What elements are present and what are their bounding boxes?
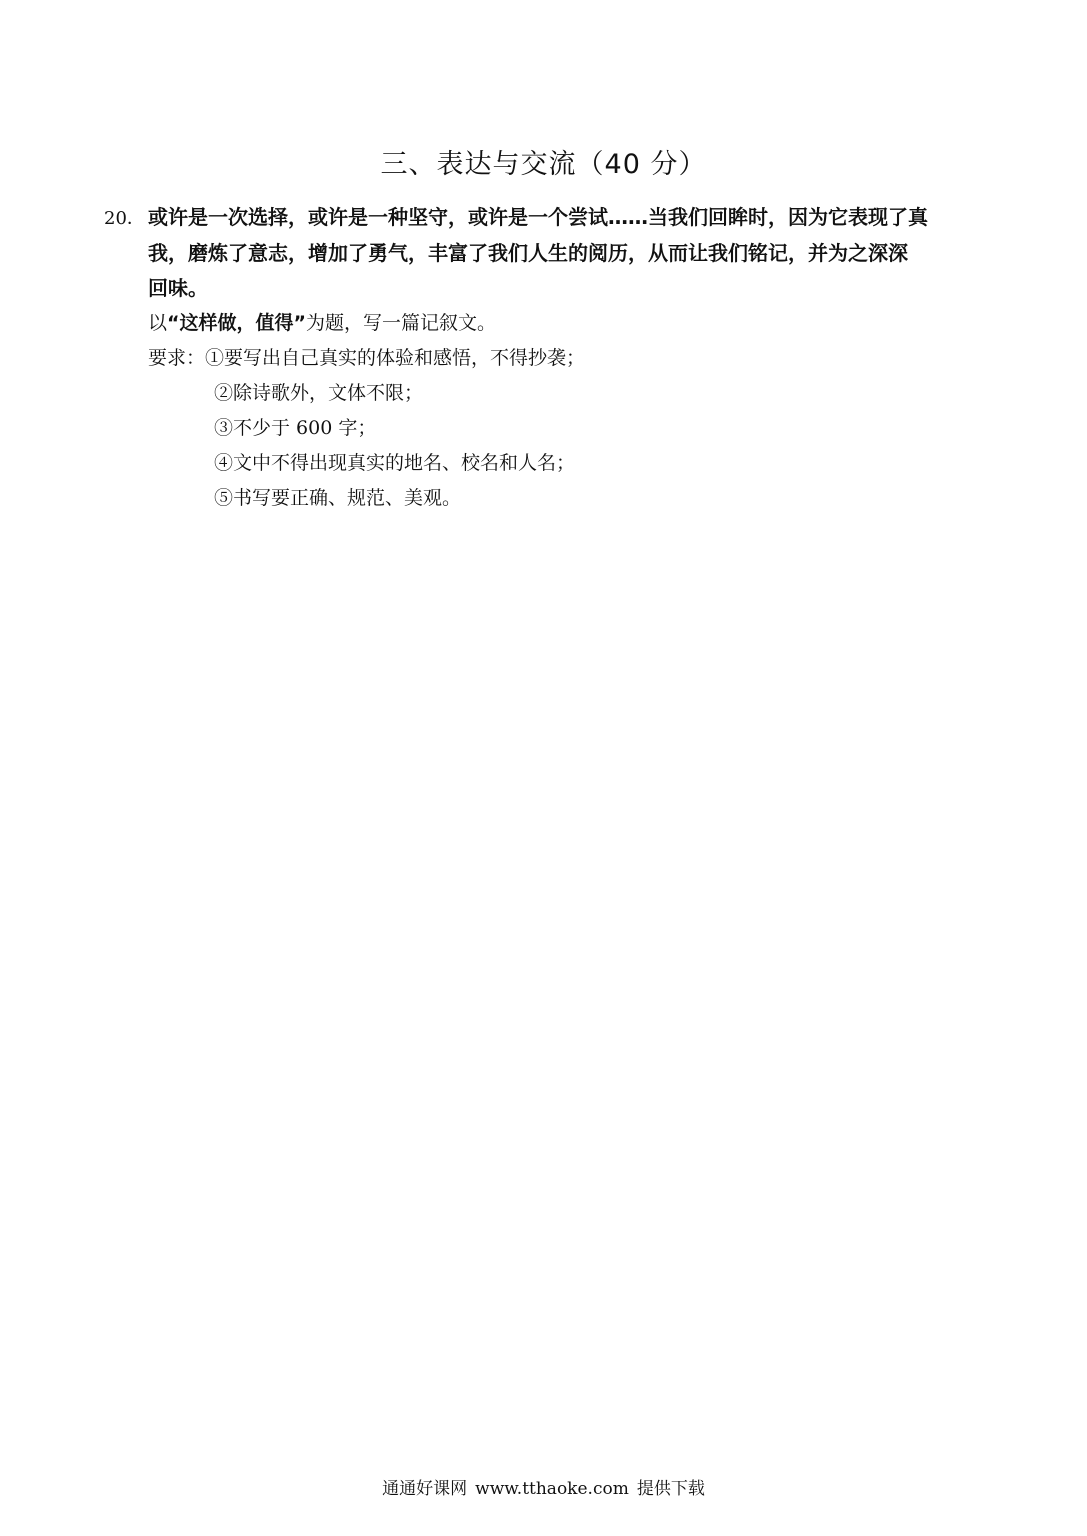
footer-url[interactable]: www.tthaoke.com <box>475 1479 629 1499</box>
question-20 <box>104 200 1004 306</box>
footer-site-name: 通通好课网 <box>382 1479 468 1499</box>
writing-instruction <box>148 306 1008 341</box>
requirements-list <box>148 341 1008 516</box>
question-number: 20． <box>104 208 145 229</box>
essay-title: “这样做，值得” <box>167 312 306 334</box>
footer-tail: 提供下载 <box>636 1479 705 1499</box>
question-prompt-line-3 <box>104 271 1004 306</box>
instruction-suffix: 为题，写一篇记叙文。 <box>306 312 497 334</box>
requirement-item: 要求：①要写出自己真实的体验和感悟，不得抄袭； <box>148 347 586 369</box>
requirement-item: ③不少于 600 字； <box>214 417 377 439</box>
requirement-item: ④文中不得出现真实的地名、校名和人名； <box>214 452 576 474</box>
requirements-label: 要求： <box>148 347 206 369</box>
page-footer <box>0 1474 1087 1499</box>
question-prompt-text: 回味。 <box>148 276 208 300</box>
question-prompt-line-1 <box>104 200 1004 236</box>
question-prompt-text: 我，磨炼了意志，增加了勇气，丰富了我们人生的阅历，从而让我们铭记，并为之深深 <box>148 241 908 265</box>
requirement-item: ⑤书写要正确、规范、美观。 <box>214 487 462 509</box>
instruction-prefix: 以 <box>148 312 168 334</box>
question-prompt-line-2 <box>104 236 1004 271</box>
section-title: 三、表达与交流（40 分） <box>380 149 707 180</box>
requirement-item: ②除诗歌外，文体不限； <box>214 382 424 404</box>
question-prompt-text: 或许是一次选择，或许是一种坚守，或许是一个尝试……当我们回眸时，因为它表现了真 <box>148 205 928 229</box>
